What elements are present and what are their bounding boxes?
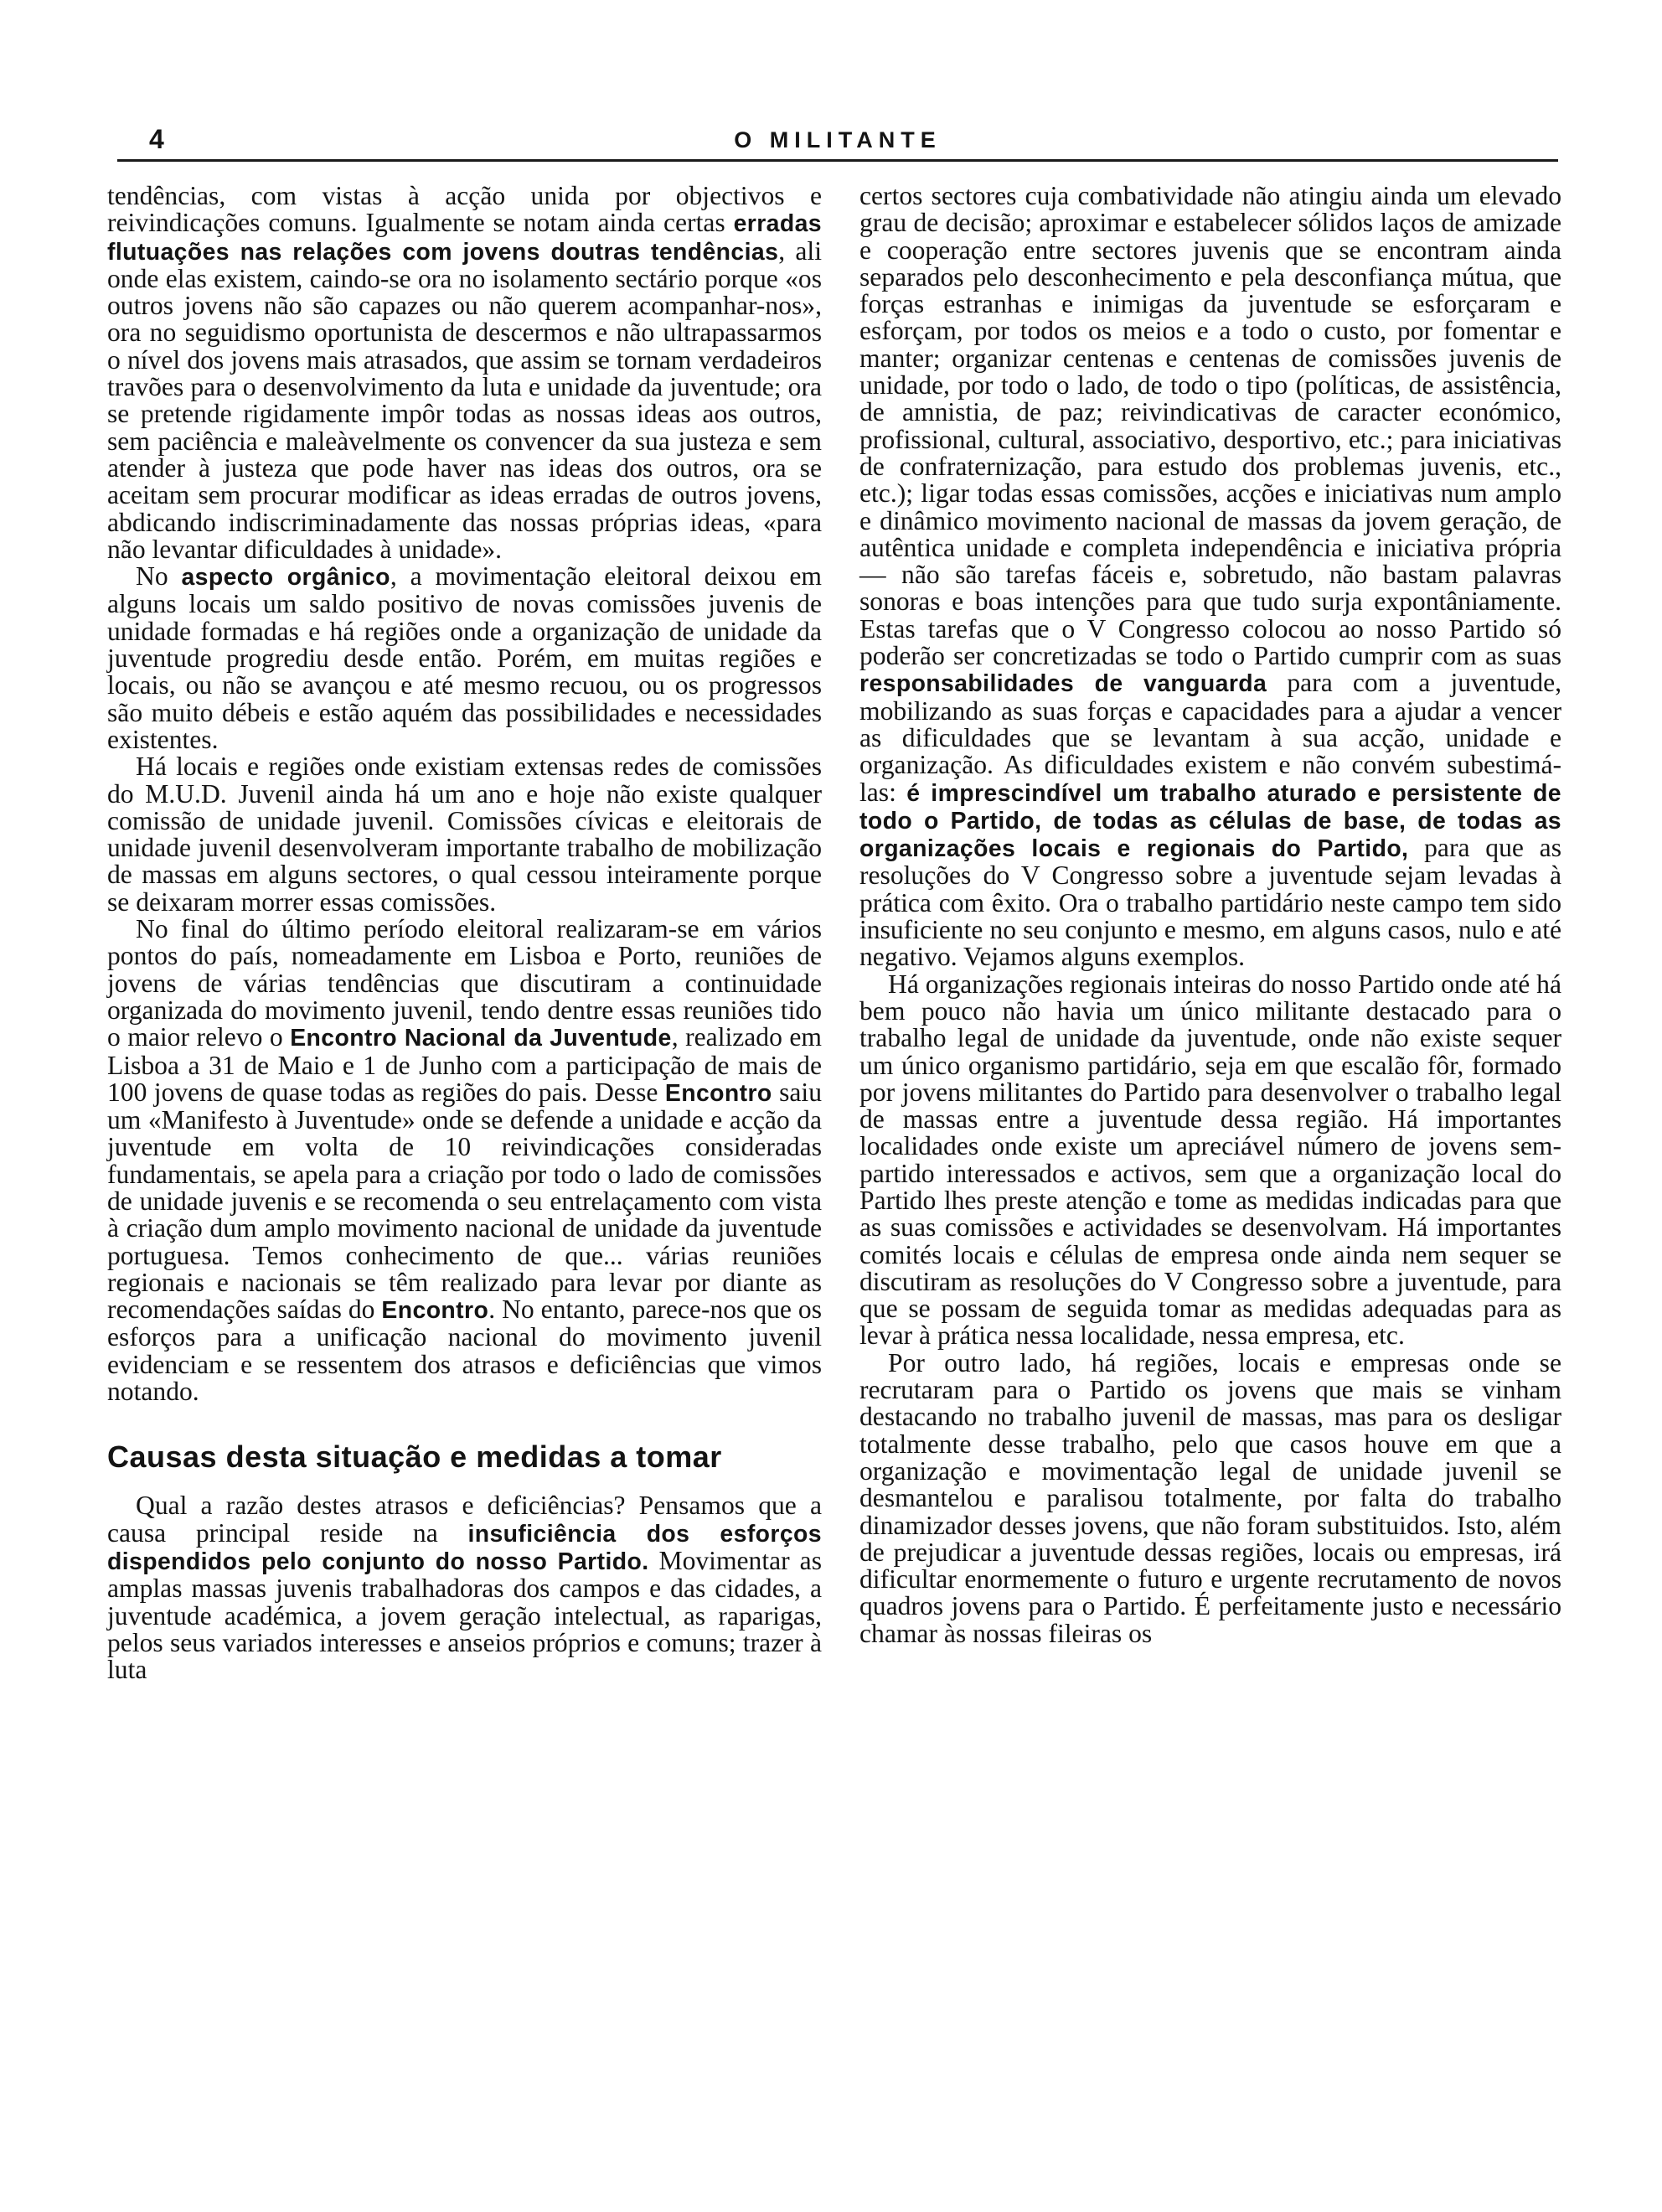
bold-phrase: erradas flutuações nas relações com jovens doutras tendências [107,210,822,266]
paragraph: Há locais e regiões onde existiam extensas redes de comissões do M.U.D. Juvenil ainda há um ano e hoje não existe qualquer comissão de unidade juvenil. Comissões cívicas e eleitorais de unidade juvenil desenvolveram importante trabalho de mobilização de massas em alguns sectores, o qual cessou inteiramente porque se deixaram morrer essas comissões. [107,752,822,917]
paragraph: No aspecto orgânico, a movimentação eleitoral deixou em alguns locais um saldo positivo de novas comissões juvenis de unidade formadas e há regiões onde a organização de unidade da juventude progrediu desde então. Porém, em muitas regiões e locais, ou não se avançou e até mesmo recuou, ou os progressos são muito débeis e estão aquém das possibilidades e necessidades existentes. [107,561,823,754]
page-number: 4 [149,124,164,154]
section-heading: Causas desta situação e medidas a tomar [107,1439,722,1475]
paragraph: Por outro lado, há regiões, locais e empresas onde se recrutaram para o Partido os jovens que mais se vinham destacando no trabalho juvenil de massas, mas para os desligar totalmente desse trabalho, pelo que casos houve em que a organização e movimentação legal de unidade juvenil se desmantelou e paralisou totalmente, por falta do trabalho dinamizador desses jovens, que não foram substituidos. Isto, além de prejudicar a juventude dessas regiões, locais ou empresas, irá dificultar enormemente o futuro e urgente recrutamento de novos quadros jovens para o Partido. É perfeitamente justo e necessário chamar às nossas fileiras os [859,1347,1561,1648]
paragraph: certos sectores cuja combatividade não atingiu ainda um elevado grau de decisão; aproximar e estabelecer sólidos laços de amizade e cooperação entre sectores juvenis que se encontram ainda separados pelo desconhecimento e pela desconfiança mútua, que forças estranhas e inimigas da juventude se esforçaram e esforçam, por todos os meios e a todo o custo, por fomentar e manter; organizar centenas e centenas de comissões juvenis de unidade, por todo o lado, de todo o tipo (políticas, de assistência, de amnistia, de paz; reivindicativas de caracter económico, profissional, cultural, associativo, desportivo, etc.; para iniciativas de confraternização, para estudo dos problemas juvenis, etc., etc.); ligar todas essas comissões, acções e iniciativas num amplo e dinâmico movimento nacional de massas da jovem geração, de autêntica unidade e completa independência e iniciativa própria — não são tarefas fáceis e, sobretudo, não bastam palavras sonoras e boas intenções para que tudo surja expontâniamente. Estas tarefas que o V Congresso colocou ao nosso Partido só poderão ser concretizadas se todo o Partido cumprir com as suas responsabilidades de vanguarda para com a juventude, mobilizando as suas forças e capacidades para a ajudar a vencer as dificuldades que se levantam à sua acção, unidade e organização. As dificuldades existem e não convém subestimá-las: é imprescindível um trabalho aturado e persistente de todo o Partido, de todas as células de base, de todas as organizações locais e regionais do Partido, para que as resoluções do V Congresso sobre a juventude sejam levadas à prática com êxito. Ora o trabalho partidário neste campo tem sido insuficiente no seu conjunto e mesmo, em alguns casos, nulo e até negativo. Vejamos alguns exemplos. [859,181,1561,972]
bold-phrase: é imprescindível um trabalho aturado e persistente de todo o Partido, de todas as células de base, de todas as organizações locais e regionais do Partido, [859,779,1561,863]
bold-phrase: Encontro Nacional da Juventude [290,1025,672,1052]
paragraph: Qual a razão destes atrasos e deficiências? Pensamos que a causa principal reside na insuficiência dos esforços dispendidos pelo conjunto do nosso Partido. Movimentar as amplas massas juvenis trabalhadoras dos campos e das cidades, a juventude académica, a jovem geração intelectual, as raparigas, pelos seus variados interesses e anseios próprios e comuns; trazer à luta [107,1491,822,1685]
bold-phrase: insuficiência dos esforços dispendidos pelo conjunto do nosso Partido. [107,1520,822,1575]
left-column [107,183,822,1683]
paragraph: No final do último período eleitoral realizaram-se em vários pontos do país, nomeadamente em Lisboa e Porto, reuniões de jovens de várias tendências que discutiram a continuidade organizada do movimento juvenil, tendo dentre essas reuniões tido o maior relevo o Encontro Nacional da Juventude, realizado em Lisboa a 31 de Maio e 1 de Junho com a participação de mais de 100 jovens de quase todas as regiões do pais. Desse Encontro saiu um «Manifesto à Juventude» onde se defende a unidade e acção da juventude em volta de 10 reivindicações consideradas fundamentais, se apela para a criação por todo o lado de comissões de unidade juvenis e se recomenda o seu entrelaçamento com vista à criação dum amplo movimento nacional de unidade da juventude portuguesa. Temos conhecimento de que... várias reuniões regionais e nacionais se têm realizado para levar por diante as recomendações saídas do Encontro. No entanto, parece-nos que os esforços para a unificação nacional do movimento juvenil evidenciam e se ressentem dos atrasos e deficiências que vimos notando. [107,914,822,1407]
page-header [117,126,1558,162]
paragraph: tendências, com vistas à acção unida por objectivos e reivindicações comuns. Igualmente se notam ainda certas erradas flutuações nas relações com jovens doutras tendências, ali onde elas existem, caindo-se ora no isolamento sectário porque «os outros jovens não são capazes ou não querem acompanhar-nos», ora no seguidismo oportunista de descermos e não ultrapassarmos o nível dos jovens mais atrasados, que assim se tornam verdadeiros travões para o desenvolvimento da luta e unidade da juventude; ora se pretende rigidamente impôr todas as nossas ideas aos outros, sem paciência e maleàvelmente os convencer da sua justeza e sem atender à justeza que pode haver nas ideas dos outros, ora se aceitam sem procurar modificar as ideas erradas de outros jovens, abdicando indiscriminadamente das nossas próprias ideas, «para não levantar dificuldades à unidade». [107,181,822,564]
bold-phrase: Encontro [664,1079,772,1107]
paragraph: Há organizações regionais inteiras do nosso Partido onde até há bem pouco não havia um único militante destacado para o trabalho legal de unidade da juventude, onde não existe sequer um único organismo partidário, seja em que escalão fôr, formado por jovens militantes do Partido para desenvolver o trabalho legal de massas entre a juventude dessa região. Há importantes localidades onde existe um apreciável número de jovens sem-partido interessados e activos, sem que a organização local do Partido lhes preste atenção e tome as medidas indicadas para que as suas comissões e actividades se desenvolvam. Há importantes comités locais e células de empresa onde ainda nem sequer se discutiram as resoluções do V Congresso sobre a juventude, para que se possam de seguida tomar as medidas adequadas para as levar à prática nessa localidade, nessa empresa, etc. [859,969,1561,1351]
running-title: O MILITANTE [734,127,942,152]
bold-phrase: Encontro [381,1297,489,1325]
right-column [859,183,1561,1647]
bold-phrase: responsabilidades de vanguarda [859,670,1267,698]
bold-phrase: aspecto orgânico [181,564,390,592]
